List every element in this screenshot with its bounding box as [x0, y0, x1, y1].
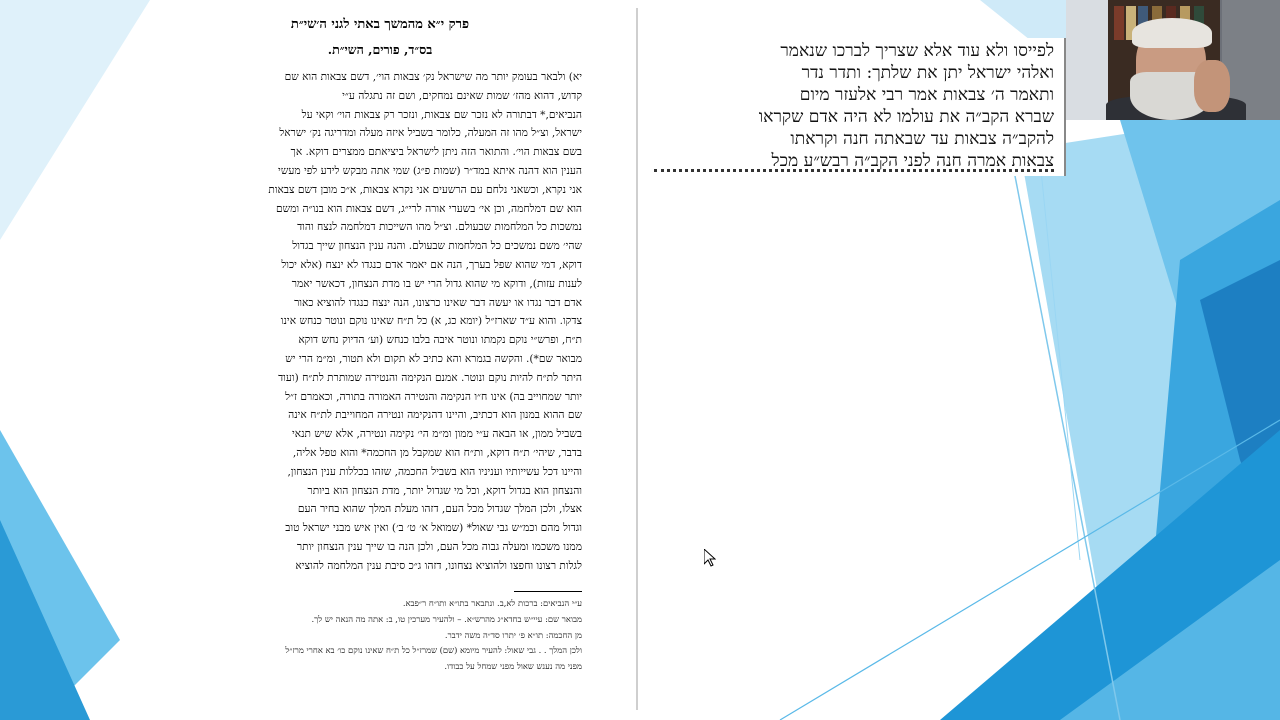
document-body — [180, 68, 582, 576]
chapter-subheading: בס״ד, פורים, השי״ת. — [327, 42, 433, 57]
snippet-line: ואלהי ישראל יתן את שלתך: ותדר נדר — [801, 63, 1054, 83]
footnote-line: ע״י הנביאים: ברכות לא,ב. ונתבאר בתו״א ותו״ח ר״פבא. — [402, 598, 582, 608]
webcam-feed — [1066, 0, 1280, 120]
body-line: בדבר, שיהי׳ ת״ח דוקא, ות״ח הוא שמקבל מן החכמה* והוא טפל אליה, — [292, 446, 582, 459]
snippet-line: לפייסו ולא עוד אלא שצריך לברכו שנאמר — [780, 41, 1054, 61]
footnote-line: מן החכמה: תו״א פ׳ יתרו סד״ה משה ידבר. — [444, 629, 582, 640]
body-line: בשביל ממון, או הבאה ע״י ממון ומ״מ הי׳ נקימה ונטירה, אלא שיש תנאי — [291, 428, 582, 441]
body-line: הענין הוא דהנה איתא במד״ר (שמות פ״ג) שמי אתה מבקש לידע לפי מעשי — [278, 164, 582, 177]
body-line: מבואר שם*). והקשה בגמרא והא כתיב לא תקום ולא תטור, ומ״מ הרי יש — [285, 352, 582, 365]
document-page — [170, 8, 590, 708]
body-line: יא) ולבאר בעומק יותר מה שישראל נק׳ צבאות הוי׳, דשם צבאות הוא שם — [284, 71, 582, 83]
scanned-text-snippet — [646, 38, 1066, 176]
body-line: הוא שם דמלחמה, וכן אי׳ בשערי אורה לרי״ג, דשם צבאות הוא בנו״ה ומשם — [276, 202, 582, 215]
snippet-line: ותאמר ה׳ צבאות אמר רבי אלעזר מיום — [799, 85, 1054, 105]
snippet-line: שברא הקב״ה את עולמו לא היה אדם שקראו — [758, 107, 1054, 127]
footnote-line: מפני מה נענש שאול מפני שמחל על כבודו. — [444, 661, 582, 672]
body-line: אצלו, ולכן המלך שגדול מכל העם, דזהו מעלת המלך שהוא בחיר העם — [297, 503, 582, 516]
body-line: וגדול מהם וכמ״ש גבי שאול* (שמואל א׳ ט׳ ב׳) ואין איש מבני ישראל טוב — [285, 522, 582, 535]
body-line: היתר לת״ח להיות נוקם ונוטר. אמנם הנקימה והנטירה שמותרת לת״ח (ועוד — [278, 371, 582, 384]
body-line: לענות עזות), ודוקא מי שהוא גדול הרי יש בו מדת הנצחון, דכאשר יאמר — [291, 277, 582, 290]
body-line: ממנו משכמו ומעלה גבוה מכל העם, ולכן הנה בו שייך ענין הנצחון יותר — [296, 540, 582, 553]
footnote-rule — [514, 591, 582, 592]
footnotes — [180, 596, 582, 675]
body-line: אדם דבר נגדו או יעשה דבר שאינו כרצונו, הנה ינצח כנגדו להוציא כאור — [294, 296, 582, 309]
body-line: שהי׳ משם נמשכים כל המלחמות שבעולם. והנה ענין הנצחון שייך בגדול — [292, 240, 582, 253]
footnote-line: ולכן המלך . . גבי שאול: להעיר מיומא (שם) שמרז״ל כל ת״ח שאינו נוקם כו׳ בא אחרי מרז״ל — [285, 645, 582, 656]
body-line: בשם צבאות הוי׳. והתואר הזה ניתן לישראל ביציאתם ממצרים דוקא. אך — [290, 146, 582, 159]
body-line: דוקא, דמי שהוא שפל בערך, הנה אם יאמר אדם כנגדו לא ינצח (אלא יכול — [281, 258, 582, 271]
page-divider — [636, 8, 638, 710]
body-line: הנביאים,* דבתורה לא נזכר שם צבאות, ונזכר רק צבאות הוי׳ וקאי על — [301, 108, 582, 121]
snippet-line: צבאות אמרה חנה לפני הקב״ה רבש״ע מכל — [771, 151, 1054, 171]
body-line: אני נקרא, וכשאני נלחם עם הרשעים אני נקרא צבאות, א״כ מובן דשם צבאות — [268, 183, 582, 196]
chapter-heading: פרק י״א מהמשך באתי לגני ה׳שי״ת — [290, 17, 470, 32]
body-line: צדקו. והוא ע״ד שארז״ל (יומא כג, א) כל ת״ח שאינו נוקם ונוטר כנחש אינו — [280, 315, 582, 328]
snippet-line: להקב״ה צבאות עד שבאתה חנה וקראתו — [790, 129, 1054, 149]
body-line: ת״ח, ופרש״י נוקם נקמתו ונוטר איבה בלבו כנחש (וע׳ הדיוק נחש דוקא — [298, 334, 582, 347]
body-line: לגלות רצונו וחפצו ולהוציא נצחונו, דזהו ג״כ סיבת ענין המלחמה להוציא — [295, 559, 582, 572]
mouse-pointer-icon — [704, 549, 716, 567]
body-line: והנצחון הוא בגדול דוקא, וכל מי שגדול יותר, מדת הנצחון הוא ביותר — [307, 484, 582, 497]
body-line: ישראל, וצ״ל מהו זה המעלה, כלומר בשביל איזה מעלה ומדריגה נק׳ ישראל — [279, 127, 582, 140]
body-line: יותר שמחוייב בה) אינו ח״ו הנקימה והנטירה האמורה בתורה, וכאמרם ז״ל — [285, 390, 582, 403]
body-line: קדוש, דהוא מהז׳ שמות שאינם נמחקים, ושם זה נתגלה ע״י — [342, 89, 582, 102]
body-line: שם ההוא במנון הוא דכתיב, והיינו דהנקימה ונטירה המחוייבת לת״ח אינה — [288, 409, 582, 422]
body-line: והיינו דכל עשייותיו ועניניו הוא בשביל החכמה, שזהו בכללות ענין הנצחון, — [287, 465, 582, 478]
footnote-line: מבואר שם: עיי״ש בחדא״ג מהרש״א. – ולהעיר מערכין טו, ב: אתה מה הנאה יש לך. — [311, 613, 582, 624]
body-line: נמשכות כל המלחמות שבעולם. וצ״ל מהו השייכות דמלחמה לנצח והוד — [297, 221, 582, 234]
